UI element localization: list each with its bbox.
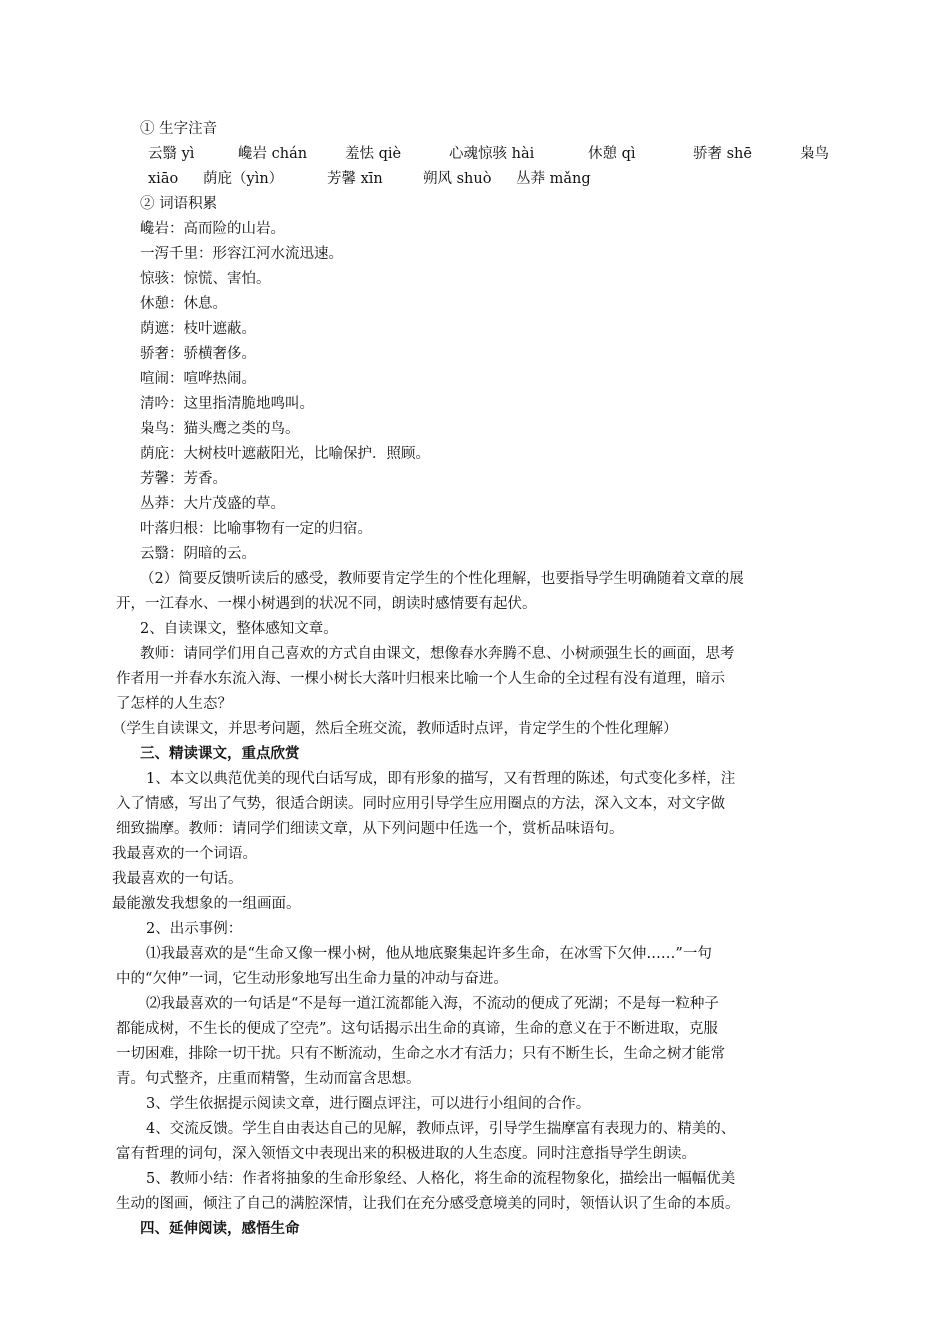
- paragraph-line: 2、自读课文，整体感知文章。: [140, 621, 338, 637]
- vocab-term: 丛莽：大片茂盛的草。: [140, 496, 285, 512]
- option-line: 我最喜欢的一句话。: [112, 871, 243, 887]
- vocab-term: 枭鸟：猫头鹰之类的鸟。: [140, 421, 300, 437]
- vocab-term: 荫遮：枝叶遮蔽。: [140, 321, 256, 337]
- pinyin-item: xiāo: [148, 171, 179, 187]
- vocab-term: 荫庇：大树枝叶遮蔽阳光，比喻保护．照顾。: [140, 446, 430, 462]
- pinyin-item: 羞怯 qiè: [345, 146, 402, 162]
- pinyin-item: 枭鸟: [800, 146, 829, 162]
- vocab-term: 云翳：阴暗的云。: [140, 546, 256, 562]
- vocab-term: 休憩：休息。: [140, 296, 227, 312]
- vocab-term: 喧闹：喧哗热闹。: [140, 371, 256, 387]
- vocab-term: 一泻千里：形容江河水流迅速。: [140, 246, 343, 262]
- pinyin-item: 巉岩 chán: [238, 146, 308, 162]
- pinyin-item: 骄奢 shē: [693, 146, 752, 162]
- pinyin-item: 心魂惊骇 hài: [449, 146, 535, 162]
- paragraph-line: 4、交流反馈。学生自由表达自己的见解，教师点评，引导学生揣摩富有表现力的、精美的、: [146, 1121, 736, 1137]
- vocab-term: 清吟：这里指清脆地鸣叫。: [140, 396, 314, 412]
- vocab-term: 惊骇：惊慌、害怕。: [140, 271, 271, 287]
- paragraph-line: 2、出示事例：: [146, 921, 243, 937]
- paragraph-line: 富有哲理的词句，深入领悟文中表现出来的积极进取的人生态度。同时注意指导学生朗读。: [116, 1146, 696, 1162]
- paragraph-line: 3、学生依据提示阅读文章，进行圈点评注，可以进行小组间的合作。: [146, 1096, 591, 1112]
- paragraph-line: 开，一江春水、一棵小树遇到的状况不同，朗读时感情要有起伏。: [116, 596, 537, 612]
- paragraph-line: ⑴我最喜欢的是“生命又像一棵小树，他从地底聚集起许多生命，在冰雪下欠伸……”一句: [146, 946, 712, 962]
- paragraph-line: 一切困难，排除一切干扰。只有不断流动，生命之水才有活力；只有不断生长，生命之树才能常: [116, 1046, 725, 1062]
- paragraph-line: 5、教师小结：作者将抽象的生命形象经、人格化，将生命的流程物象化，描绘出一幅幅优美: [146, 1171, 736, 1187]
- pinyin-item: 芳馨 xīn: [327, 171, 383, 187]
- vocab-term: 巉岩：高而险的山岩。: [140, 221, 285, 237]
- paragraph-line: 生动的图画，倾注了自己的满腔深情，让我们在充分感受意境美的同时，领悟认识了生命的本质。: [116, 1196, 740, 1212]
- paragraph-line: 入了情感，写出了气势，很适合朗读。同时应用引导学生应用圈点的方法，深入文本，对文字做: [116, 796, 725, 812]
- paragraph-line: 教师：请同学们用自己喜欢的方式自由课文，想像春水奔腾不息、小树顽强生长的画面，思考: [140, 646, 735, 662]
- option-line: 最能激发我想象的一组画面。: [112, 896, 301, 912]
- paragraph-line: （2）简要反馈听读后的感受，教师要肯定学生的个性化理解，也要指导学生明确随着文章的展: [140, 571, 744, 587]
- paragraph-line: 了怎样的人生态？: [116, 696, 232, 712]
- paragraph-line: ⑵我最喜欢的一句话是“不是每一道江流都能入海，不流动的便成了死湖；不是每一粒种子: [146, 996, 719, 1012]
- pinyin-item: 荫庇（yìn）: [203, 171, 284, 187]
- pinyin-item: 丛莽 mǎng: [516, 171, 591, 187]
- paragraph-line: 作者用一并春水东流入海、一棵小树长大落叶归根来比喻一个人生命的全过程有没有道理，暗示: [116, 671, 725, 687]
- paragraph-line: （学生自读课文，并思考问题，然后全班交流，教师适时点评，肯定学生的个性化理解）: [112, 721, 678, 737]
- section-heading-close-reading: 三、精读课文，重点欣赏: [140, 745, 300, 762]
- section-heading-extended-reading: 四、延伸阅读，感悟生命: [140, 1220, 300, 1237]
- pinyin-item: 朔风 shuò: [423, 171, 492, 187]
- vocab-term: 骄奢：骄横奢侈。: [140, 346, 256, 362]
- paragraph-line: 都能成树，不生长的便成了空壳”。这句话揭示出生命的真谛，生命的意义在于不断进取，克服: [116, 1021, 718, 1037]
- section-heading-pinyin: ① 生字注音: [140, 121, 218, 137]
- paragraph-line: 1、本文以典范优美的现代白话写成，即有形象的描写，又有哲理的陈述，句式变化多样，注: [146, 771, 736, 787]
- pinyin-item: 云翳 yì: [148, 146, 195, 162]
- paragraph-line: 青。句式整齐，庄重而精警，生动而富含思想。: [116, 1071, 421, 1087]
- section-heading-vocabulary: ② 词语积累: [140, 196, 218, 212]
- paragraph-line: 中的“欠伸”一词，它生动形象地写出生命力量的冲动与奋进。: [116, 971, 508, 987]
- vocab-term: 芳馨：芳香。: [140, 471, 227, 487]
- vocab-term: 叶落归根：比喻事物有一定的归宿。: [140, 521, 372, 537]
- pinyin-item: 休憩 qì: [588, 146, 636, 162]
- paragraph-line: 细致揣摩。教师：请同学们细读文章，从下列问题中任选一个，赏析品味语句。: [116, 821, 624, 837]
- option-line: 我最喜欢的一个词语。: [112, 846, 257, 862]
